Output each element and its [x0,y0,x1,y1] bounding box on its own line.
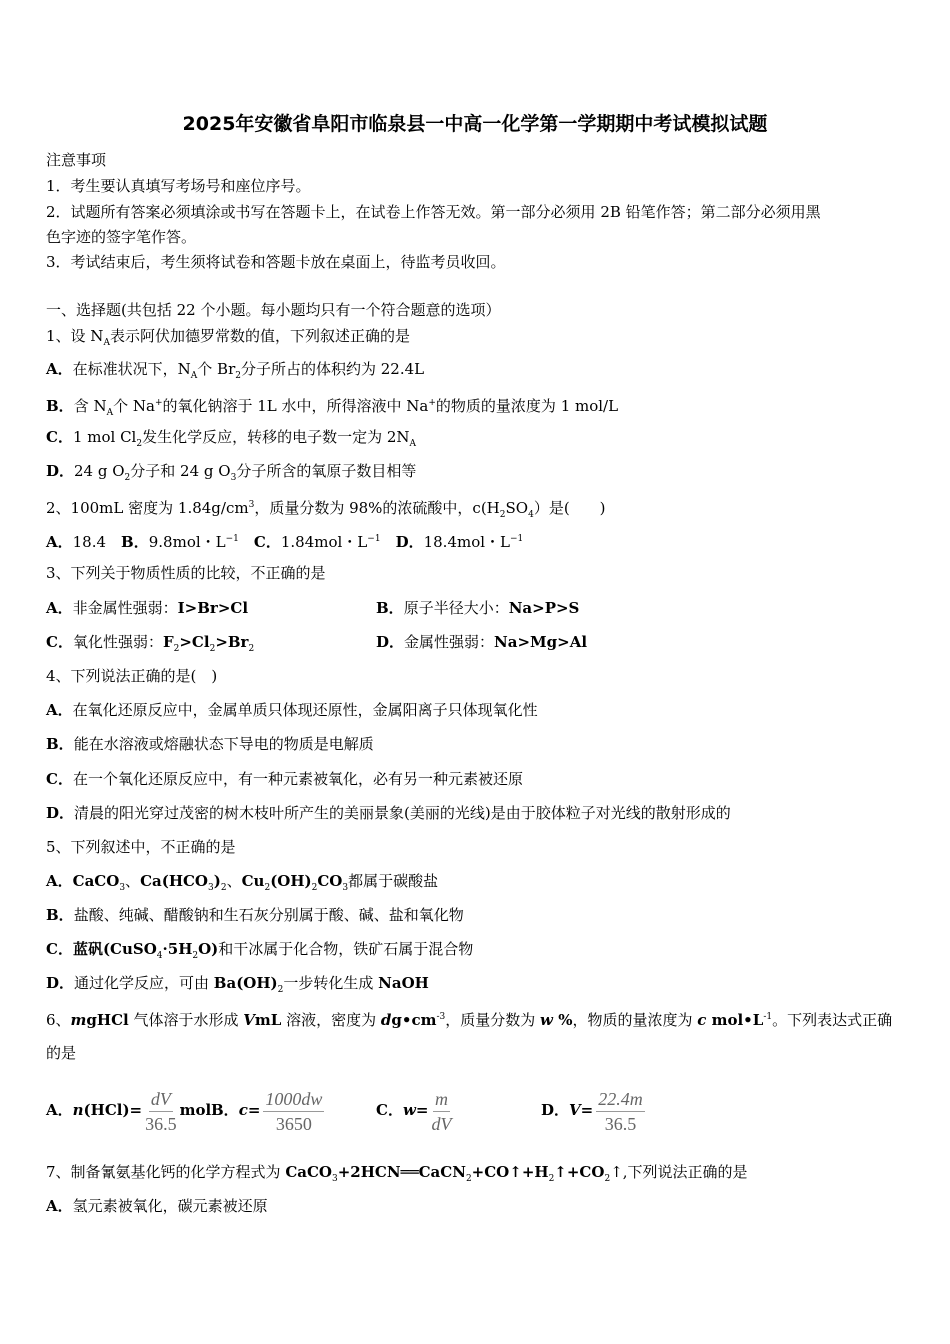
text-run: 气体溶于水形成 [128,1011,244,1029]
text-run: ·5H [162,940,193,958]
text-run: A． [46,360,73,378]
text-run: = [247,1101,261,1119]
text-run: 发生化学反应，转移的电子数一定为 2N [142,428,410,446]
text-run: 。下列表达式正确 [772,1011,893,1029]
text-run: 原子半径大小： [403,599,509,617]
text-run: 、 [226,872,242,890]
text-run: B． [46,397,74,415]
text-run: +2HCN══CaCN [337,1163,466,1181]
text-line [46,666,217,686]
text-run: A [190,371,198,381]
text-run: A． [46,533,73,551]
text-run: 2．试题所有答案必须填涂或书写在答题卡上，在试卷上作答无效。第一部分必须用 2B 铅笔作答；第二部分必须用黑 [46,203,821,221]
fraction [431,1087,451,1136]
text-run: + [428,398,436,408]
text-run: 7、制备氰氨基化钙的化学方程式为 [46,1163,286,1181]
text-run: 在氧化还原反应中，金属单质只体现还原性，金属阳离子只体现氧化性 [72,701,538,719]
text-run: 3 [119,883,126,893]
text-line [46,632,254,659]
text-run: g•cm [391,1011,437,1029]
text-run: 1.84mol・L [280,533,368,551]
text-line [46,393,618,423]
text-run: d [380,1011,392,1029]
text-run: 盐酸、纯碱、醋酸钠和生石灰分别属于酸、碱、盐和氧化物 [73,906,464,924]
text-run: +CO↑+H [471,1163,549,1181]
text-run: 2 [136,439,143,449]
numerator: 22.4m [596,1087,645,1112]
text-run: −1 [225,534,239,544]
text-run: 1 mol Cl [72,428,137,446]
text-run: B． [46,906,74,924]
text-run: Na>P>S [508,599,580,617]
text-run: A． [46,872,73,890]
text-run: n [72,1101,84,1119]
text-run: SO [505,499,529,517]
text-run: A [106,408,114,418]
text-run: CaCO [72,872,120,890]
text-run: V [569,1101,581,1119]
text-run: Cu [241,872,265,890]
denominator: 36.5 [145,1113,177,1134]
text-run: 2 [311,883,318,893]
text-line [46,939,473,966]
text-run: = [580,1101,594,1119]
text-run: 2 [124,473,131,483]
text-run: 2 [548,1174,555,1184]
text-run: + [154,398,163,408]
text-run: -1 [763,1012,773,1022]
text-run: D． [46,974,75,992]
text-run: c [697,1011,707,1029]
text-run: Na>Mg>Al [494,633,588,651]
fraction [596,1087,645,1136]
text-line [46,734,374,754]
text-run: CaCO [285,1163,332,1181]
fraction [263,1087,324,1136]
text-line [46,598,248,618]
text-run: 注意事项 [46,151,107,169]
text-line [46,1007,892,1030]
text-run: 氧化性强弱： [72,633,163,651]
text-run: NaOH [378,974,429,992]
text-run: (HCl)= [83,1101,143,1119]
text-line [46,973,429,1000]
text-run: 蓝矾(CuSO [72,940,157,958]
text-run: 表示阿伏加德罗常数的值，下列叙述正确的是 [109,327,410,345]
text-run: 1、设 N [46,327,104,345]
text-run: 金属性强弱： [404,633,495,651]
text-run: A． [46,1101,73,1119]
text-run: 分子所含的氧原子数目相等 [236,462,417,480]
text-run: 3 [342,883,349,893]
text-run: B． [46,735,74,753]
text-run: (OH) [270,872,312,890]
page-title: 2025年安徽省阜阳市临泉县一中高一化学第一学期期中考试模拟试题 [182,113,768,135]
text-line [46,905,464,925]
text-line [46,803,731,823]
text-run: 色字迹的签字笔作答。 [46,228,197,246]
text-line [46,176,311,196]
text-line [46,150,106,170]
text-line [46,427,416,454]
text-run: ）是( ) [533,499,606,517]
denominator: 36.5 [604,1113,637,1134]
text-run: 3 [332,1174,338,1184]
text-run: 的是 [46,1044,77,1062]
numerator: dV [149,1087,173,1112]
text-run: 氢元素被氧化，碳元素被还原 [72,1197,268,1215]
q6-option [211,1085,327,1136]
q6-option [376,1085,454,1136]
text-line [46,769,523,789]
text-run: 个 Na [113,397,155,415]
text-run: 2 [235,371,241,381]
text-run: 2 [192,951,199,961]
text-run: 5、下列叙述中，不正确的是 [46,838,236,856]
text-run: w [540,1011,553,1029]
fraction [145,1087,177,1136]
text-line [46,227,196,247]
text-run: A． [46,701,73,719]
text-run: B． [376,599,404,617]
text-run: m [70,1011,87,1029]
text-run: F [162,633,174,651]
text-run: V [243,1011,255,1029]
text-run: 9.8mol・L [148,533,226,551]
text-run: 2 [465,1174,472,1184]
text-line [46,326,410,353]
text-run: C． [376,1101,403,1119]
text-run: 非金属性强弱： [72,599,178,617]
numerator: m [433,1087,450,1112]
text-run: 含 N [73,397,107,415]
text-line [46,300,500,320]
text-run: 在一个氧化还原反应中，有一种元素被氧化，必有另一种元素被还原 [72,770,523,788]
text-line [46,359,424,386]
text-line [46,202,821,222]
text-run: C． [46,633,73,651]
text-run: 、 [125,872,141,890]
text-run: 的物质的量浓度为 1 mol/L [435,397,619,415]
text-run: 在标准状况下，N [72,360,191,378]
text-run: % [552,1011,573,1029]
text-run: C． [46,770,73,788]
text-run: 3、下列关于物质性质的比较，不正确的是 [46,564,326,582]
text-run: 2 [220,883,227,893]
text-run: 分子和 24 g O [130,462,231,480]
text-run: Ba(OH) [213,974,278,992]
text-line [46,1043,76,1063]
text-run: C． [46,940,73,958]
text-run: 3 [248,500,255,510]
text-run: 2 [604,1174,611,1184]
text-run: D． [541,1101,570,1119]
text-run: 2 [248,644,255,654]
text-line [46,837,236,857]
text-run: 一步转化生成 [283,974,379,992]
text-run: ，质量分数为 98%的浓硫酸中，c(H [254,499,500,517]
text-line [46,1162,748,1189]
text-run: ，质量分数为 [445,1011,541,1029]
text-run: 18.4 [72,533,122,551]
text-run: A [103,338,110,348]
text-run: 分子所占的体积约为 22.4L [240,360,425,378]
text-run [239,533,254,551]
text-run: 都属于碳酸盐 [348,872,439,890]
text-run: D． [395,533,424,551]
text-run: A． [46,599,73,617]
text-run: = [415,1101,429,1119]
text-run: I>Br>Cl [177,599,249,617]
text-run: D． [46,462,75,480]
text-line [46,1196,268,1216]
text-run: B． [121,533,149,551]
text-run: -3 [436,1012,446,1022]
text-run: 2 [173,644,180,654]
text-run: 1．考生要认真填写考场号和座位序号。 [46,177,311,195]
text-run: ↑+CO [554,1163,605,1181]
text-run: 2 [264,883,271,893]
text-line [46,461,416,488]
numerator: 1000dw [263,1087,324,1112]
text-line [46,495,606,525]
text-run: 18.4mol・L [423,533,511,551]
text-run: D． [376,633,405,651]
q6-option [46,1085,211,1136]
text-run: ) [213,872,221,890]
text-run: ↑ [610,1163,623,1181]
text-run: 和干冰属于化合物，铁矿石属于混合物 [218,940,474,958]
text-run: B． [211,1101,239,1119]
text-run: 2 [277,985,284,995]
text-line [46,563,326,583]
text-run: O) [198,940,219,958]
text-run: 2 [499,510,506,520]
text-run: 一、选择题(共包括 22 个小题。每小题均只有一个符合题意的选项） [46,301,501,319]
text-run: 个 Br [197,360,236,378]
text-run: >Br [215,633,249,651]
text-line [46,252,506,272]
text-line-right-option [376,598,579,618]
text-run: A [409,439,417,449]
text-line-right-option [376,632,587,652]
text-run: 24 g O [74,462,125,480]
denominator: dV [431,1113,452,1134]
text-run: 3．考试结束后，考生须将试卷和答题卡放在桌面上，待监考员收回。 [46,253,506,271]
text-run: C． [46,428,73,446]
text-run: 溶液，密度为 [281,1011,381,1029]
text-run [381,533,396,551]
text-line [46,700,538,720]
text-run: ,下列说法正确的是 [622,1163,748,1181]
text-run: Ca(HCO [140,872,208,890]
text-run: 通过化学反应，可由 [74,974,214,992]
text-run: 2 [209,644,216,654]
text-run: D． [46,804,75,822]
text-run: 3 [208,883,214,893]
text-run: >Cl [179,633,210,651]
text-run: mol [179,1101,212,1119]
text-run: 4 [156,951,163,961]
text-run: −1 [510,534,524,544]
text-run: 2、100mL 密度为 1.84g/cm [46,499,249,517]
text-run: C． [253,533,281,551]
text-run: gHCl [86,1011,129,1029]
text-run: 4、下列说法正确的是( ) [46,667,218,685]
text-run: w [402,1101,416,1119]
text-run: mol•L [706,1011,764,1029]
text-run: 清晨的阳光穿过茂密的树木枝叶所产生的美丽景象(美丽的光线)是由于胶体粒子对光线的散射形成的 [74,804,731,822]
text-run: ，物质的量浓度为 [572,1011,698,1029]
q6-option [541,1085,648,1136]
text-run: mL [254,1011,282,1029]
text-run: 4 [528,510,534,520]
text-run: 6、 [46,1011,71,1029]
text-run: c [238,1101,248,1119]
denominator: 3650 [275,1113,312,1134]
text-run: CO [317,872,343,890]
text-run: −1 [367,534,381,544]
text-run: 的氧化钠溶于 1L 水中，所得溶液中 Na [162,397,429,415]
text-run: 能在水溶液或熔融状态下导电的物质是电解质 [73,735,374,753]
text-line [46,529,523,552]
text-line [46,871,438,898]
text-run: 3 [230,473,237,483]
text-run: A． [46,1197,73,1215]
